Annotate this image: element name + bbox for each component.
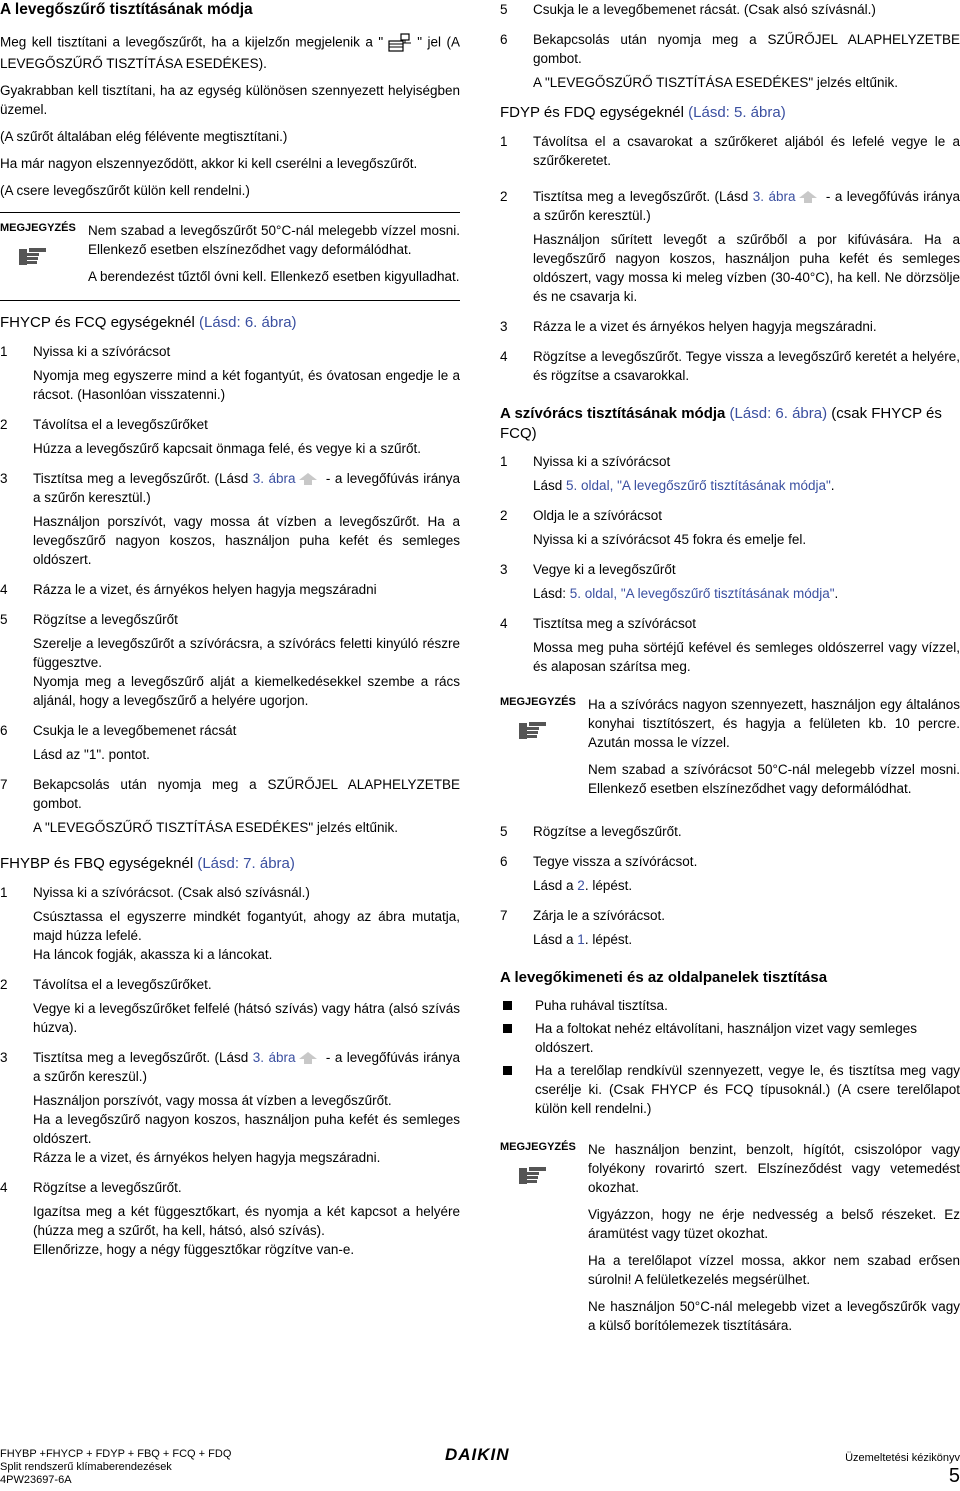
figure-link[interactable]: 3. ábra <box>252 1050 296 1065</box>
list-item: Ha a foltokat nehéz eltávolítani, használjon vizet vagy semleges oldószert. <box>500 1019 960 1057</box>
footer-doc-code: 4PW23697-6A <box>0 1474 72 1486</box>
intro-paragraph-4: Ha már nagyon elszennyeződött, akkor ki kell cserélni a levegőszűrőt. <box>0 156 418 171</box>
step-link[interactable]: 2 <box>577 878 585 893</box>
step-item: 1 Nyissa ki a szívórácsot Lásd 5. oldal, "A levegőszűrő tisztításának módja". <box>500 454 835 493</box>
list-item: Ha a terelőlap rendkívül szennyezett, vegye le, és tisztítsa meg vagy cserélje ki. (Csak FHYCP és FCQ típusoknál.) (A csere terelőlapot külön kell rendelni.) <box>500 1061 960 1118</box>
figure-link[interactable]: (Lásd: 7. ábra) <box>197 855 295 872</box>
section-heading-grille: A szívórács tisztításának módja (Lásd: 6. ábra) (csak FHYCP és FCQ) <box>500 405 942 442</box>
figure-link[interactable]: (Lásd: 6. ábra) <box>198 314 297 331</box>
step-item: 3 Vegye ki a levegőszűrőt Lásd: 5. oldal, "A levegőszűrő tisztításának módja". <box>500 562 839 601</box>
step-item: 3 Tisztítsa meg a levegőszűrőt. (Lásd 3. ábra - a levegőfúvás iránya a szűrőn kereszül.) Használjon porszívót, vagy mossa át vízben a levegőszűrőt. Ha a levegőszűrő nagyon koszos, használjon puha kefét és semleges oldószert. Rázza le a vizet, és árnyékos helyen hagyja megszáradni. <box>0 1050 461 1165</box>
note-box <box>500 1132 960 1349</box>
step-item: 4 Rögzítse a levegőszűrőt. Igazítsa meg a két függesztőkart, és nyomja a két kapcsot a helyére (húzza meg a szűrőt, ha kell, hátsó, alsó szívás). Ellenőrizze, hogy a négy függesztőkar rögzítve van-e. <box>0 1180 460 1257</box>
footer-product: Split rendszerű klímaberendezések <box>0 1461 172 1473</box>
pointing-hand-icon <box>518 1164 548 1186</box>
step-item: 7 Zárja le a szívórácsot. Lásd a 1. lépést. <box>500 908 666 947</box>
note-text-1: Ha a szívórács nagyon szennyezett, használjon egy általános konyhai tisztítószert, és hagyja a felületen kb. 10 percre. Azután mossa le vízzel. <box>588 697 960 750</box>
section-heading-fhybp: FHYBP és FBQ egységeknél (Lásd: 7. ábra) <box>0 855 295 872</box>
note-box <box>500 687 960 812</box>
step-item: 6 Bekapcsolás után nyomja meg a SZŰRŐJEL ALAPHELYZETBE gombot. A "LEVEGŐSZŰRŐ TISZTÍTÁSA ESEDÉKES" jelzés eltűnik. <box>500 32 960 90</box>
step-item: 2 Oldja le a szívórácsot Nyissa ki a szívórácsot 45 fokra és emelje fel. <box>500 508 807 547</box>
airflow-arrow-icon <box>797 191 819 203</box>
step-item: 7 Bekapcsolás után nyomja meg a SZŰRŐJEL ALAPHELYZETBE gombot. A "LEVEGŐSZŰRŐ TISZTÍTÁSA ESEDÉKES" jelzés eltűnik. <box>0 777 460 835</box>
section-heading-fhycp: FHYCP és FCQ egységeknél (Lásd: 6. ábra) <box>0 314 297 331</box>
step-item: 5 Rögzítse a levegőszűrőt Szerelje a levegőszűrőt a szívórácsra, a szívórács feletti kinyúló részre függesztve. Nyomja meg a levegőszűrő alját a kiemelkedésekkel szembe a rács aljánál, hogy a levegőszűrő a helyére ugorjon. <box>0 612 460 708</box>
page-title: A levegőszűrő tisztításának módja <box>0 1 253 18</box>
figure-link[interactable]: (Lásd: 5. ábra) <box>688 104 786 121</box>
figure-link[interactable]: (Lásd: 6. ábra) <box>725 405 828 422</box>
pointing-hand-icon <box>518 719 548 741</box>
step-item: 5 Rögzítse a levegőszűrőt. <box>500 824 682 839</box>
intro-paragraph-3: (A szűrőt általában elég félévente megtisztítani.) <box>0 129 288 144</box>
note-text-4: Ne használjon 50°C-nál melegebb vizet a levegőszűrők vagy a külső borítólemezek tisztítására. <box>588 1299 960 1333</box>
page-number: 5 <box>948 1465 960 1487</box>
step-item: 1 Nyissa ki a szívórácsot Nyomja meg egyszerre mind a két fogantyút, és óvatosan engedje le a rácsot. (Hasonlóan visszatenni.) <box>0 344 460 402</box>
airflow-arrow-icon <box>297 473 319 485</box>
step-item: 1 Távolítsa el a csavarokat a szűrőkeret aljából és lefelé vegye le a szűrőkeretet. <box>500 134 960 168</box>
step-item: 2 Távolítsa el a levegőszűrőket. Vegye ki a levegőszűrőket felfelé (hátsó szívás) vagy hátra (alsó szívás húzva). <box>0 977 460 1035</box>
footer-manual-title: Üzemeltetési kézikönyv <box>845 1452 960 1464</box>
note-text-2: A berendezést tűztől óvni kell. Ellenkező esetben kigyulladhat. <box>88 269 460 284</box>
page-link[interactable]: 5. oldal, "A levegőszűrő tisztításának módja" <box>569 586 835 601</box>
section-heading-fdyp: FDYP és FDQ egységeknél (Lásd: 5. ábra) <box>500 104 786 121</box>
airflow-arrow-icon <box>297 1052 319 1064</box>
note-text-2: Vigyázzon, hogy ne érje nedvesség a belső részeket. Ez áramütést vagy tüzet okozhat. <box>588 1207 960 1241</box>
note-label: MEGJEGYZÉS <box>500 696 576 708</box>
left-column <box>0 0 460 1270</box>
step-item: 4 Rögzítse a levegőszűrőt. Tegye vissza a levegőszűrő keretét a helyére, és rögzítse a csavarokkal. <box>500 349 960 383</box>
note-text-3: Ha a terelőlapot vízzel mossa, akkor nem szabad erősen súrolni! A felületkezelés megsérülhet. <box>588 1253 960 1287</box>
step-item: 6 Tegye vissza a szívórácsot. Lásd a 2. lépést. <box>500 854 698 893</box>
square-bullet-icon <box>503 1001 512 1010</box>
right-column <box>500 0 960 1359</box>
footer-models: FHYBP +FHYCP + FDYP + FBQ + FCQ + FDQ <box>0 1448 232 1460</box>
note-label: MEGJEGYZÉS <box>0 222 76 234</box>
daikin-logo: DAIKIN <box>445 1445 510 1464</box>
step-item: 3 Rázza le a vizet és árnyékos helyen hagyja megszáradni. <box>500 319 877 334</box>
note-text-1: Ne használjon benzint, benzolt, hígítót, csiszolópor vagy folyékony rovarirtó szert. Elszíneződést vagy vetemedést okozhat. <box>588 1142 960 1195</box>
square-bullet-icon <box>503 1024 512 1033</box>
page-link[interactable]: 5. oldal, "A levegőszűrő tisztításának módja" <box>566 478 831 493</box>
step-item: 2 Távolítsa el a levegőszűrőket Húzza a levegőszűrő kapcsait önmaga felé, és vegye ki a szűrőt. <box>0 417 421 456</box>
step-item: 3 Tisztítsa meg a levegőszűrőt. (Lásd 3. ábra - a levegőfúvás iránya a szűrőn keresztül.) Használjon porszívót, vagy mossa át vízben a levegőszűrőt. Ha a levegőszűrő nagyon koszos, használjon puha kefét és semleges oldószert. <box>0 471 461 567</box>
step-item: 2 Tisztítsa meg a levegőszűrőt. (Lásd 3. ábra - a levegőfúvás iránya a szűrőn keresztül.) Használjon sűrített levegőt a szűrőből a por kifúvására. Ha a levegőszűrő nagyon koszos, használjon puha kefét és semleges oldószert, vagy mossa ki meleg vízben (30-40°C), ha kell. Ne dörzsölje és ne csavarja ki. <box>500 189 960 304</box>
intro-paragraph-5: (A csere levegőszűrőt külön kell rendelni.) <box>0 183 250 198</box>
pointing-hand-icon <box>18 245 48 267</box>
filter-symbol-icon <box>385 32 415 54</box>
list-item: Puha ruhával tisztítsa. <box>500 996 960 1015</box>
note-text-1: Nem szabad a levegőszűrőt 50°C-nál melegebb vízzel mosni. Ellenkező esetben elszíneződhet vagy deformálódhat. <box>88 223 460 257</box>
note-box <box>0 212 460 301</box>
note-label: MEGJEGYZÉS <box>500 1141 576 1153</box>
step-item: 5 Csukja le a levegőbemenet rácsát. (Csak alsó szívásnál.) <box>500 2 876 17</box>
step-item: 4 Rázza le a vizet, és árnyékos helyen hagyja megszáradni <box>0 582 377 597</box>
step-link[interactable]: 1 <box>577 932 585 947</box>
intro-paragraph-1: Meg kell tisztítani a levegőszűrőt, ha a kijelzőn megjelenik a " " jel (A LEVEGŐSZŰRŐ TISZTÍTÁSA ESEDÉKES). <box>0 32 460 73</box>
step-item: 1 Nyissa ki a szívórácsot. (Csak alsó szívásnál.) Csúsztassa el egyszerre mindkét fogantyút, ahogy az ábra mutatja, majd húzza lefelé. Ha láncok fogják, akassza ki a láncokat. <box>0 885 460 962</box>
note-text-2: Nem szabad a szívórácsot 50°C-nál melegebb vízzel mosni. Ellenkező esetben elszíneződhet vagy deformálódhat. <box>588 762 960 796</box>
step-item: 6 Csukja le a levegőbemenet rácsát Lásd az "1". pontot. <box>0 723 237 762</box>
intro-paragraph-2: Gyakrabban kell tisztítani, ha az egység különösen szennyezett helyiségben üzemel. <box>0 83 460 117</box>
figure-link[interactable]: 3. ábra <box>752 189 796 204</box>
square-bullet-icon <box>503 1066 512 1075</box>
figure-link[interactable]: 3. ábra <box>252 471 296 486</box>
step-item: 4 Tisztítsa meg a szívórácsot Mossa meg puha sörtéjű kefével és semleges oldószerrel vagy vízzel, és alaposan szárítsa meg. <box>500 616 960 674</box>
section-heading-panels: A levegőkimeneti és az oldalpanelek tisztítása <box>500 969 828 986</box>
